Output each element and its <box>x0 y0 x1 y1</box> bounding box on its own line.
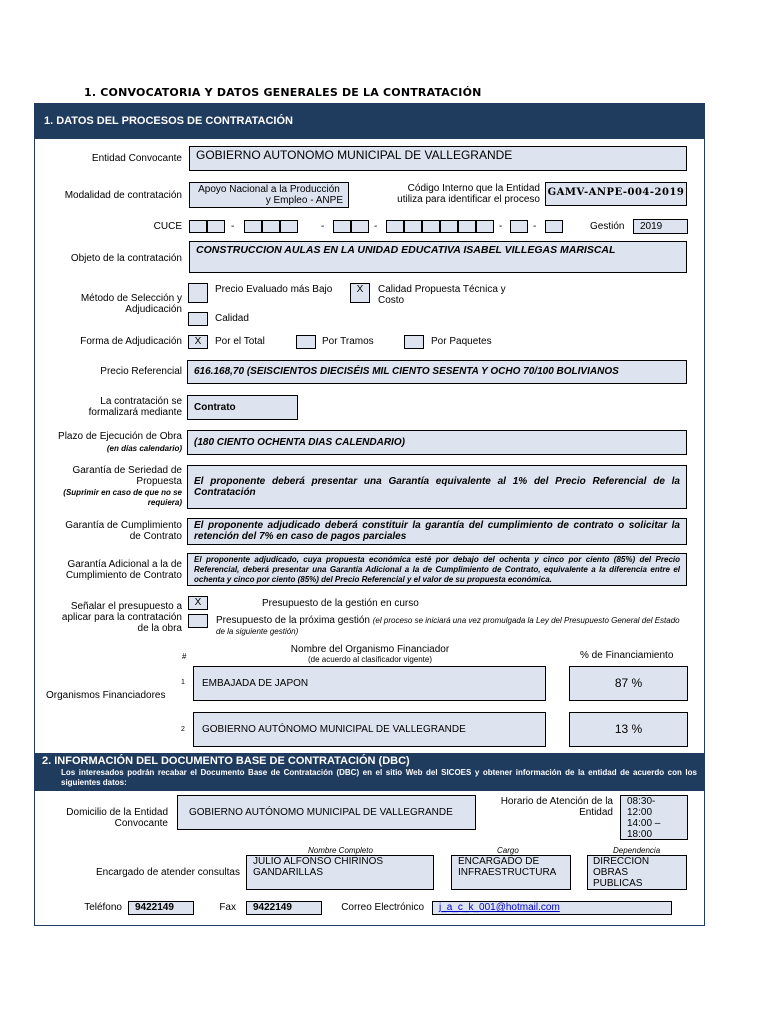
plazo-sublabel: (en días calendario) <box>106 444 182 453</box>
formaliza-label-line1: La contratación se <box>100 396 182 407</box>
cuce-label: CUCE <box>153 221 182 232</box>
domicilio-label-line1: Domicilio de la Entidad <box>66 807 168 818</box>
cumplimiento-label-line2: de Contrato <box>129 531 182 542</box>
correo-label: Correo Electrónico <box>341 902 424 913</box>
fax-label: Fax <box>219 902 236 913</box>
codigo-label <box>380 183 540 205</box>
encargado-cargo-line2: INFRAESTRUCTURA <box>458 867 557 878</box>
horario-line4: 18:00 <box>627 829 653 840</box>
organismos-hash: # <box>182 652 187 661</box>
correo-value[interactable]: j_a_c_k_001@hotmail.com <box>432 901 672 915</box>
metodo-label-line2: Adjudicación <box>125 304 182 315</box>
cuce-seg[interactable] <box>404 220 422 233</box>
plazo-label: Plazo de Ejecución de Obra <box>58 431 182 442</box>
metodo-calidad-costo-label <box>378 284 506 306</box>
forma-paquetes-label: Por Paquetes <box>431 336 492 347</box>
cuce-seg[interactable] <box>280 220 298 233</box>
presupuesto-proxima-text: Presupuesto de la próxima gestión <box>216 615 370 626</box>
encargado-dependencia-line1: DIRECCION <box>593 856 650 867</box>
encargado-label: Encargado de atender consultas <box>96 867 240 878</box>
seriedad-label <box>40 465 182 487</box>
metodo-calidad-costo-line1: Calidad Propuesta Técnica y <box>378 284 506 295</box>
forma-tramos-label: Por Tramos <box>322 336 374 347</box>
seriedad-sublabel-line1: (Suprimir en caso de que no se <box>63 488 182 497</box>
cumplimiento-value[interactable]: El proponente adjudicado deberá constituir la garantía del cumplimiento de contrato o solicitar la retención del 7% en caso de pagos parciales <box>187 518 687 545</box>
encargado-nombre[interactable] <box>246 855 434 890</box>
col-dependencia-header: Dependencia <box>613 846 661 855</box>
section2-header <box>34 753 705 791</box>
formaliza-value[interactable]: Contrato <box>187 395 298 420</box>
metodo-label-line1: Método de Selección y <box>80 293 182 304</box>
modalidad-value-line2: y Empleo - ANPE <box>265 195 343 206</box>
encargado-dependencia-line3: PUBLICAS <box>593 878 643 889</box>
codigo-label-line2: utiliza para identificar el proceso <box>397 194 540 205</box>
horario-label-line2: Entidad <box>579 807 613 818</box>
organismo-num: 1 <box>181 679 185 686</box>
domicilio-label-line2: Convocante <box>114 818 168 829</box>
horario-label <box>480 796 613 818</box>
horario-line2: 12:00 <box>627 807 653 818</box>
encargado-dependencia-line2: OBRAS <box>593 867 629 878</box>
plazo-value[interactable]: (180 CIENTO OCHENTA DIAS CALENDARIO) <box>187 430 687 455</box>
section2-title: 2. INFORMACIÓN DEL DOCUMENTO BASE DE CONTRATACIÓN (DBC) <box>42 755 410 767</box>
cuce-seg[interactable] <box>545 220 563 233</box>
encargado-cargo[interactable] <box>451 855 571 890</box>
section2-intro: Los interesados podrán recabar el Documento Base de Contratación (DBC) en el sitio Web del SICOES y obtener información de la entidad de acuerdo con los siguientes datos: <box>61 768 697 787</box>
organismos-label: Organismos Financiadores <box>46 690 166 701</box>
fax-value[interactable]: 9422149 <box>246 901 322 915</box>
organismos-name-header <box>240 644 500 664</box>
organismo-name[interactable]: EMBAJADA DE JAPON <box>193 666 546 701</box>
cumplimiento-label-line1: Garantía de Cumplimiento <box>65 520 182 531</box>
cuce-dash: - <box>321 221 325 232</box>
metodo-calidad-checkbox[interactable] <box>188 312 208 326</box>
formaliza-label-line2: formalizará mediante <box>88 407 182 418</box>
cuce-seg[interactable] <box>510 220 528 233</box>
metodo-precio-checkbox[interactable] <box>188 283 208 303</box>
precio-label: Precio Referencial <box>100 366 182 377</box>
horario-line3: 14:00 – <box>627 818 661 829</box>
presupuesto-proxima-note: (el proceso se iniciará una vez promulgada la Ley del Presupuesto General del Estado de la siguiente gestión) <box>216 616 680 636</box>
forma-tramos-checkbox[interactable] <box>296 335 316 349</box>
seriedad-label-line1: Garantía de Seriedad de <box>72 465 182 476</box>
cumplimiento-label <box>40 520 182 542</box>
domicilio-label <box>40 807 168 829</box>
organismos-name-header-title: Nombre del Organismo Financiador <box>290 644 450 655</box>
cuce-seg[interactable] <box>262 220 280 233</box>
horario-label-line1: Horario de Atención de la <box>500 796 613 807</box>
col-nombre-header: Nombre Completo <box>308 846 373 855</box>
cuce-seg[interactable] <box>351 220 369 233</box>
modalidad-value-line1: Apoyo Nacional a la Producción <box>198 184 340 195</box>
encargado-dependencia[interactable] <box>587 855 687 890</box>
precio-value[interactable]: 616.168,70 (SEISCIENTOS DIECISÉIS MIL CIENTO SESENTA Y OCHO 70/100 BOLIVIANOS <box>187 360 687 384</box>
cuce-dash: - <box>533 221 537 232</box>
telefono-label: Teléfono <box>84 902 122 913</box>
cuce-dash: - <box>499 221 503 232</box>
modalidad-value[interactable] <box>189 182 349 208</box>
cuce-dash: - <box>231 221 235 232</box>
seriedad-sublabel-line2: requiera) <box>147 498 182 507</box>
encargado-cargo-line1: ENCARGADO DE <box>458 856 540 867</box>
forma-paquetes-checkbox[interactable] <box>404 335 424 349</box>
seriedad-value[interactable]: El proponente deberá presentar una Garantía equivalente al 1% del Precio Referencial de la Contratación <box>187 465 687 509</box>
gestion-value[interactable]: 2019 <box>633 219 688 234</box>
col-cargo-header: Cargo <box>497 846 519 855</box>
telefono-value[interactable]: 9422149 <box>128 901 194 915</box>
presupuesto-label-line3: de la obra <box>137 623 182 634</box>
cuce-seg[interactable] <box>189 220 207 233</box>
organismos-name-header-sub: (de acuerdo al clasificador vigente) <box>307 655 433 664</box>
presupuesto-proxima-checkbox[interactable] <box>188 614 208 628</box>
presupuesto-curso-checkbox[interactable]: X <box>188 596 208 610</box>
metodo-calidad-costo-checkbox[interactable]: X <box>350 283 370 303</box>
metodo-calidad-label: Calidad <box>215 313 249 324</box>
horario-value[interactable] <box>620 795 688 840</box>
organismo-pct[interactable]: 87 % <box>569 666 688 701</box>
cuce-dash: - <box>374 221 378 232</box>
cuce-seg[interactable] <box>422 220 440 233</box>
encargado-nombre-line2: GANDARILLAS <box>253 867 324 878</box>
organismo-pct[interactable]: 13 % <box>569 712 688 747</box>
adicional-value[interactable]: El proponente adjudicado, cuya propuesta económica esté por debajo del ochenta y cinco por ciento (85%) del Precio Referencial, deberá presentar una Garantía Adicional a la de Cumplimiento de Contrato, equivalente a la diferencia entre el ochenta y cinco por ciento (85%) del Precio Referencial y el valor de su propuesta económica. <box>187 553 687 586</box>
metodo-label <box>40 293 182 315</box>
cuce-seg[interactable] <box>386 220 404 233</box>
presupuesto-curso-label: Presupuesto de la gestión en curso <box>262 598 419 609</box>
cuce-seg[interactable] <box>333 220 351 233</box>
formaliza-label <box>40 396 182 418</box>
metodo-precio-label: Precio Evaluado más Bajo <box>215 284 333 295</box>
adicional-label <box>40 559 182 581</box>
presupuesto-proxima-label <box>216 615 686 637</box>
section1-header: 1. DATOS DEL PROCESOS DE CONTRATACIÓN <box>34 103 705 139</box>
objeto-label: Objeto de la contratación <box>70 253 182 264</box>
domicilio-value[interactable]: GOBIERNO AUTÓNOMO MUNICIPAL DE VALLEGRANDE <box>177 795 476 830</box>
codigo-value[interactable]: GAMV-ANPE-004-2019 <box>545 182 687 206</box>
seriedad-sublabel <box>40 488 182 508</box>
forma-label: Forma de Adjudicación <box>80 336 182 347</box>
encargado-nombre-line1: JULIO ALFONSO CHIRINOS <box>253 856 384 867</box>
codigo-label-line1: Código Interno que la Entidad <box>407 183 540 194</box>
cuce-seg[interactable] <box>458 220 476 233</box>
organismo-num: 2 <box>181 726 185 733</box>
modalidad-label: Modalidad de contratación <box>64 190 182 201</box>
document-title: 1. CONVOCATORIA Y DATOS GENERALES DE LA CONTRATACIÓN <box>84 86 482 99</box>
entidad-value[interactable]: GOBIERNO AUTONOMO MUNICIPAL DE VALLEGRANDE <box>189 146 687 171</box>
cuce-seg[interactable] <box>476 220 494 233</box>
gestion-label: Gestión <box>590 221 625 232</box>
cuce-seg[interactable] <box>440 220 458 233</box>
adicional-label-line1: Garantía Adicional a la de <box>67 559 182 570</box>
presupuesto-label-line2: aplicar para la contratación <box>61 612 182 623</box>
metodo-calidad-costo-line2: Costo <box>378 295 405 306</box>
seriedad-label-line2: Propuesta <box>136 476 182 487</box>
forma-total-label: Por el Total <box>215 336 265 347</box>
adicional-label-line2: Cumplimiento de Contrato <box>65 570 182 581</box>
cuce-seg[interactable] <box>207 220 225 233</box>
presupuesto-label <box>40 601 182 634</box>
objeto-value[interactable]: CONSTRUCCION AULAS EN LA UNIDAD EDUCATIVA ISABEL VILLEGAS MARISCAL <box>189 241 687 273</box>
presupuesto-label-line1: Señalar el presupuesto a <box>70 601 182 612</box>
horario-line1: 08:30- <box>627 796 656 807</box>
organismo-name[interactable]: GOBIERNO AUTÓNOMO MUNICIPAL DE VALLEGRANDE <box>193 712 546 747</box>
forma-total-checkbox[interactable]: X <box>188 335 208 349</box>
entidad-label: Entidad Convocante <box>91 153 182 164</box>
cuce-seg[interactable] <box>244 220 262 233</box>
organismos-pct-header: % de Financiamiento <box>580 650 674 661</box>
